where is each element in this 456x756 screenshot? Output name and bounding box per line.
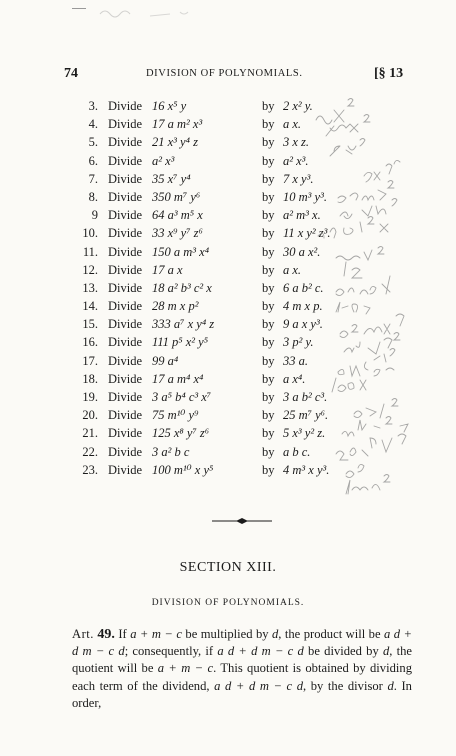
exercise-row [76,115,396,133]
math-expression: d [382,644,390,659]
exercise-verb: Divide [108,99,143,113]
exercise-by: by [262,371,275,386]
exercise-row [76,188,396,206]
math-expression: d m − c d [251,644,304,659]
exercise-by: by [262,135,275,150]
exercise-dividend: 75 m¹⁰ y⁹ [152,408,199,423]
exercise-verb: Divide [108,208,143,223]
exercise-dividend: a² x³ [152,153,175,168]
exercise-divisor: a b c. [283,444,311,459]
exercise-number: 8. [88,189,98,204]
article-label: Art. [72,627,94,641]
exercise-divisor: a² m³ x. [283,208,321,223]
math-expression: d [387,678,394,693]
exercise-verb: Divide [108,390,143,404]
exercise-dividend: 111 p⁵ x² y⁵ [152,335,209,350]
running-title: DIVISION OF POLYNOMIALS. [146,68,303,79]
exercise-divisor: a x. [283,117,302,132]
exercise-row [76,279,396,297]
paragraph-text: , by the divisor [303,678,388,693]
exercise-row [76,424,396,442]
exercise-number: 9 [91,208,98,223]
math-expression: d [271,627,279,641]
exercise-verb: Divide [108,262,143,277]
exercise-number: 17. [82,353,98,368]
exercise-number: 3. [88,99,98,113]
exercise-by: by [262,117,275,132]
exercise-by: by [262,317,275,332]
math-expression: a + m − c [130,627,182,641]
exercise-dividend: 3 a² b c [152,444,190,459]
exercise-row [76,406,396,424]
paragraph-text: This quotient is obtained by dividing each term of the [72,661,412,693]
exercise-divisor: a² x³. [283,153,309,168]
exercise-verb: Divide [108,299,143,314]
exercise-by: by [262,408,275,423]
exercise-by: by [262,353,275,368]
exercise-verb: Divide [108,153,143,168]
exercise-number: 13. [82,280,98,295]
paragraph-text: dividend, [162,678,215,693]
exercise-row [76,443,396,461]
exercise-divisor: 4 m³ x y³. [283,462,330,477]
exercise-dividend: 17 a x [152,262,183,277]
exercise-row [76,370,396,388]
exercise-divisor: 25 m⁷ y⁶. [283,408,329,423]
exercise-dividend: 28 m x p² [152,299,199,314]
exercise-divisor: 3 x z. [283,135,310,150]
exercise-number: 20. [82,408,98,423]
exercise-by: by [262,335,275,350]
exercise-verb: Divide [108,135,143,150]
exercise-divisor: 9 a x y³. [283,317,323,332]
exercise-divisor: 6 a b² c. [283,280,324,295]
math-expression: a d + [217,644,247,659]
exercise-verb: Divide [108,371,143,386]
exercise-verb: Divide [108,353,143,368]
paragraph-text: If [118,627,131,641]
exercise-number: 22. [82,444,98,459]
paragraph-text: , the [278,627,301,641]
exercise-divisor: 33 a. [283,353,308,368]
exercise-row [76,352,396,370]
exercise-divisor: 3 p² y. [283,335,314,350]
exercise-dividend: 150 a m³ x⁴ [152,244,210,259]
exercise-dividend: 125 x⁸ y⁷ z⁶ [152,426,210,441]
exercise-number: 5. [88,135,98,150]
exercise-verb: Divide [108,444,143,459]
exercise-dividend: 17 a m² x³ [152,117,203,132]
exercise-dividend: 333 a⁷ x y⁴ z [152,317,215,332]
section-reference: [§ 13 [374,66,404,81]
paragraph-text: , the quotient will be [72,644,413,676]
page-number: 74 [64,66,78,81]
paragraph-text: ; consequently, if [124,644,218,659]
exercise-by: by [262,390,275,404]
math-expression: a + m − c [157,661,214,676]
exercise-row [76,297,396,315]
exercise-number: 15. [82,317,98,332]
exercise-row [76,133,396,151]
exercise-divisor: a x. [283,262,302,277]
exercise-verb: Divide [108,462,143,477]
exercise-row [76,333,396,351]
exercise-row [76,461,396,479]
exercise-number: 6. [88,153,98,168]
exercise-divisor: 11 x y² z³. [283,226,331,241]
top-margin-faint-marks [90,4,240,22]
exercise-divisor: 10 m³ y³. [283,189,327,204]
top-margin-rule [72,8,86,9]
exercise-dividend: 17 a m⁴ x⁴ [152,371,204,386]
exercise-dividend: 21 x³ y⁴ z [152,135,198,150]
exercise-row [76,152,396,170]
exercise-by: by [262,226,275,241]
exercise-row [76,261,396,279]
paragraph-text: be divided by [303,644,383,659]
exercise-row [76,315,396,333]
exercise-number: 4. [88,117,98,132]
exercise-divisor: 7 x y³. [283,171,314,186]
exercise-verb: Divide [108,317,143,332]
exercise-by: by [262,299,275,314]
exercise-number: 10. [82,226,98,241]
exercise-number: 18. [82,371,98,386]
exercise-by: by [262,462,275,477]
exercise-verb: Divide [108,335,143,350]
paragraph-text: be multiplied by [181,627,272,641]
exercise-divisor: 5 x³ y² z. [283,426,326,441]
exercise-divisor: a x⁴. [283,371,306,386]
exercise-row [76,243,396,261]
exercise-by: by [262,208,275,223]
exercise-dividend: 33 x⁹ y⁷ z⁶ [152,226,203,241]
exercise-number: 23. [82,462,98,477]
exercise-number: 11. [82,244,98,259]
exercise-dividend: 3 a⁵ b⁴ c³ x⁷ [152,390,212,404]
paragraph-text: . In order, [72,678,412,710]
exercise-number: 21. [82,426,98,441]
section-divider-ornament [212,516,272,526]
exercise-divisor: 30 a x². [283,244,321,259]
exercise-row [76,388,396,406]
exercise-number: 16. [82,335,98,350]
exercise-verb: Divide [108,189,143,204]
math-expression: a d + d m − c d [72,627,412,659]
exercise-list [76,97,396,479]
exercise-verb: Divide [108,226,143,241]
paragraph-text: product will be [303,627,385,641]
exercise-verb: Divide [108,280,143,295]
exercise-verb: Divide [108,117,143,132]
section-heading: SECTION XIII. [179,560,277,575]
exercise-by: by [262,171,275,186]
exercise-by: by [262,244,275,259]
exercise-divisor: 4 m x p. [283,299,323,314]
exercise-by: by [262,444,275,459]
section-subheading: DIVISION OF POLYNOMIALS. [151,598,305,608]
exercise-verb: Divide [108,426,143,441]
exercise-divisor: 2 x² y. [283,99,313,113]
exercise-row [76,224,396,242]
math-expression: a d + d m − c d [214,678,304,693]
exercise-number: 12. [82,262,98,277]
exercise-row [76,97,396,115]
exercise-by: by [262,189,275,204]
exercise-dividend: 100 m¹⁰ x y⁵ [152,462,214,477]
exercise-by: by [262,426,275,441]
exercise-by: by [262,153,275,168]
exercise-divisor: 3 a b² c³. [283,390,328,404]
exercise-row [76,206,396,224]
article-number: 49. [97,627,115,642]
exercise-verb: Divide [108,171,143,186]
exercise-verb: Divide [108,244,143,259]
exercise-by: by [262,280,275,295]
exercise-number: 19. [82,390,98,404]
exercise-row [76,170,396,188]
exercise-by: by [262,99,275,113]
exercise-dividend: 64 a³ m⁵ x [152,208,203,223]
exercise-by: by [262,262,275,277]
exercise-dividend: 99 a⁴ [152,353,179,368]
exercise-number: 7. [88,171,98,186]
article-49-paragraph [72,626,412,712]
page-header [64,66,404,84]
exercise-number: 14. [82,299,98,314]
exercise-verb: Divide [108,408,143,423]
exercise-dividend: 16 x⁵ y [152,99,187,113]
exercise-dividend: 350 m⁷ y⁶ [152,189,201,204]
exercise-dividend: 35 x⁷ y⁴ [152,171,191,186]
exercise-dividend: 18 a² b³ c² x [152,280,212,295]
paragraph-text: . [213,661,217,676]
